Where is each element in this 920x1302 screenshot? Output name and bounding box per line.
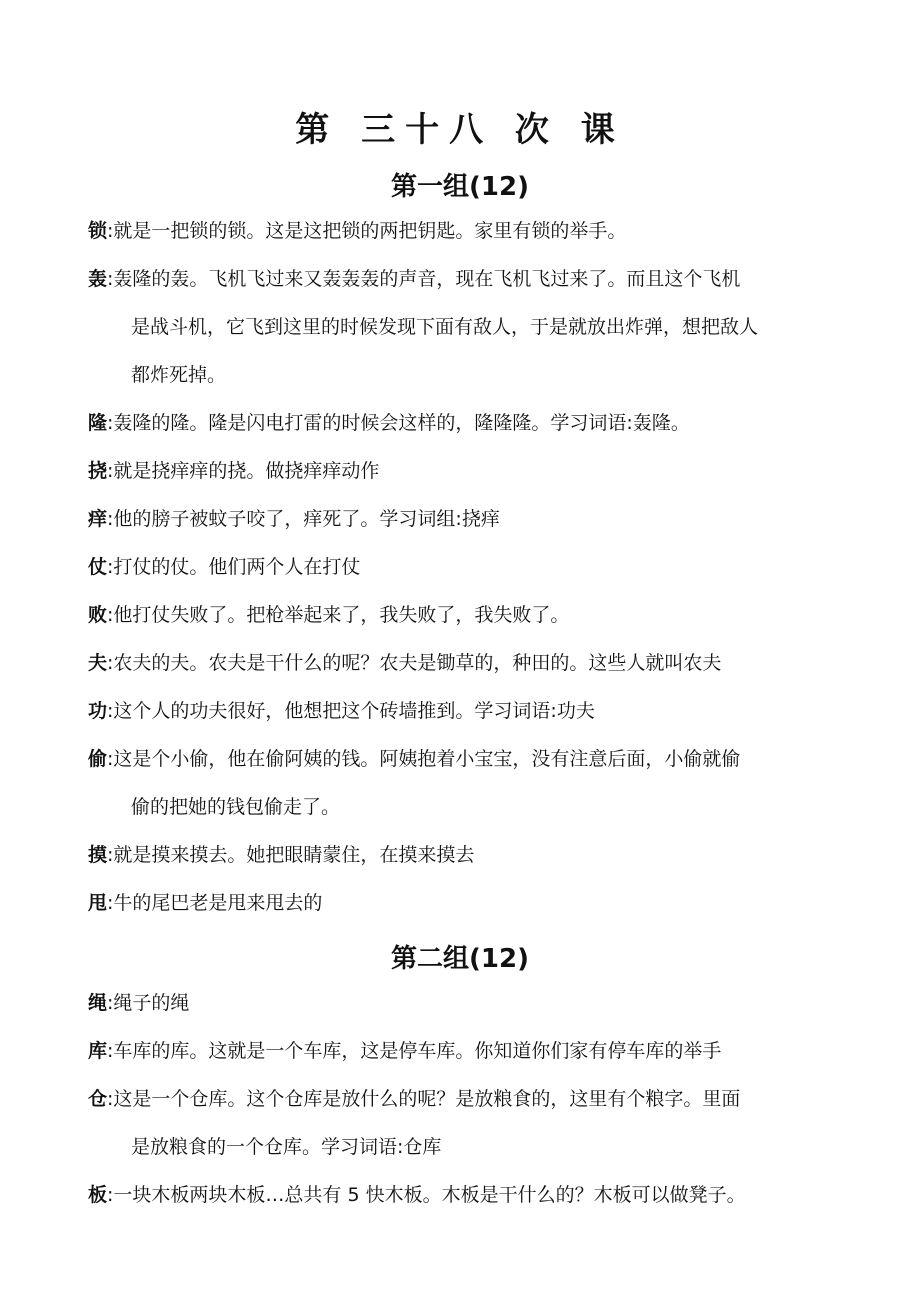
vocab-character: 功 bbox=[88, 700, 108, 722]
vocab-character: 锁 bbox=[88, 220, 108, 242]
entry-text: 是放粮食的一个仓库。学习词语:仓库 bbox=[131, 1136, 442, 1158]
entry-text: 一块木板两块木板…总共有 5 快木板。木板是干什么的？木板可以做凳子。 bbox=[113, 1184, 746, 1206]
vocab-character: 偷 bbox=[88, 748, 108, 770]
vocab-character: 库 bbox=[88, 1040, 108, 1062]
group2-heading: 第二组(12) bbox=[391, 944, 529, 974]
entry-text: 就是挠痒痒的挠。做挠痒痒动作 bbox=[113, 460, 380, 482]
vocab-entry-continuation bbox=[131, 795, 340, 819]
entry-text: 绳子的绳 bbox=[113, 992, 190, 1014]
vocab-entry bbox=[88, 891, 322, 915]
entry-text: 就是摸来摸去。她把眼睛蒙住，在摸来摸去 bbox=[113, 844, 475, 866]
colon: : bbox=[107, 604, 114, 626]
colon: : bbox=[107, 700, 114, 722]
vocab-entry bbox=[88, 651, 721, 675]
vocab-entry bbox=[88, 555, 360, 579]
colon: : bbox=[107, 892, 114, 914]
colon: : bbox=[107, 748, 114, 770]
colon: : bbox=[107, 460, 114, 482]
vocab-character: 摸 bbox=[88, 844, 108, 866]
vocab-entry bbox=[88, 603, 569, 627]
vocab-character: 板 bbox=[88, 1184, 108, 1206]
colon: : bbox=[107, 268, 114, 290]
vocab-character: 仗 bbox=[88, 556, 108, 578]
vocab-entry-continuation bbox=[131, 315, 758, 339]
entry-text: 这是个小偷，他在偷阿姨的钱。阿姨抱着小宝宝，没有注意后面，小偷就偷 bbox=[113, 748, 741, 770]
entry-text: 打仗的仗。他们两个人在打仗 bbox=[113, 556, 361, 578]
vocab-character: 败 bbox=[88, 604, 108, 626]
vocab-entry bbox=[88, 267, 740, 291]
vocab-entry bbox=[88, 1183, 746, 1207]
entry-text: 农夫的夫。农夫是干什么的呢？农夫是锄草的，种田的。这些人就叫农夫 bbox=[113, 652, 722, 674]
colon: : bbox=[107, 844, 114, 866]
entry-text: 这是一个仓库。这个仓库是放什么的呢？是放粮食的，这里有个粮字。里面 bbox=[113, 1088, 741, 1110]
vocab-entry-continuation bbox=[131, 1135, 441, 1159]
entry-text: 偷的把她的钱包偷走了。 bbox=[131, 796, 341, 818]
colon: : bbox=[107, 220, 114, 242]
colon: : bbox=[107, 992, 114, 1014]
page-title: 第 三十八 次 课 bbox=[295, 110, 625, 150]
vocab-entry bbox=[88, 1087, 740, 1111]
entry-text: 是战斗机，它飞到这里的时候发现下面有敌人，于是就放出炸弹，想把敌人 bbox=[131, 316, 759, 338]
vocab-character: 甩 bbox=[88, 892, 108, 914]
vocab-character: 夫 bbox=[88, 652, 108, 674]
entry-text: 牛的尾巴老是甩来甩去的 bbox=[113, 892, 323, 914]
vocab-character: 隆 bbox=[88, 412, 108, 434]
entry-text: 车库的库。这就是一个车库，这是停车库。你知道你们家有停车库的举手 bbox=[113, 1040, 722, 1062]
vocab-character: 轰 bbox=[88, 268, 108, 290]
colon: : bbox=[107, 1088, 114, 1110]
entry-text: 都炸死掉。 bbox=[131, 364, 227, 386]
vocab-entry-continuation bbox=[131, 363, 226, 387]
vocab-entry bbox=[88, 219, 626, 243]
vocab-entry bbox=[88, 507, 500, 531]
vocab-entry bbox=[88, 699, 595, 723]
entry-text: 他的膀子被蚊子咬了，痒死了。学习词组:挠痒 bbox=[113, 508, 500, 530]
group1-heading: 第一组(12) bbox=[391, 172, 529, 202]
entry-text: 就是一把锁的锁。这是这把锁的两把钥匙。家里有锁的举手。 bbox=[113, 220, 627, 242]
vocab-entry bbox=[88, 411, 690, 435]
entry-text: 轰隆的轰。飞机飞过来又轰轰轰的声音，现在飞机飞过来了。而且这个飞机 bbox=[113, 268, 741, 290]
colon: : bbox=[107, 412, 114, 434]
entry-text: 这个人的功夫很好，他想把这个砖墙推到。学习词语:功夫 bbox=[113, 700, 595, 722]
vocab-character: 仓 bbox=[88, 1088, 108, 1110]
vocab-character: 挠 bbox=[88, 460, 108, 482]
entry-text: 轰隆的隆。隆是闪电打雷的时候会这样的，隆隆隆。学习词语:轰隆。 bbox=[113, 412, 690, 434]
vocab-entry bbox=[88, 991, 189, 1015]
colon: : bbox=[107, 556, 114, 578]
vocab-entry bbox=[88, 747, 740, 771]
vocab-entry bbox=[88, 459, 379, 483]
vocab-entry bbox=[88, 843, 474, 867]
entry-text: 他打仗失败了。把枪举起来了，我失败了，我失败了。 bbox=[113, 604, 570, 626]
vocab-character: 绳 bbox=[88, 992, 108, 1014]
colon: : bbox=[107, 1184, 114, 1206]
colon: : bbox=[107, 508, 114, 530]
colon: : bbox=[107, 1040, 114, 1062]
colon: : bbox=[107, 652, 114, 674]
vocab-entry bbox=[88, 1039, 721, 1063]
vocab-character: 痒 bbox=[88, 508, 108, 530]
